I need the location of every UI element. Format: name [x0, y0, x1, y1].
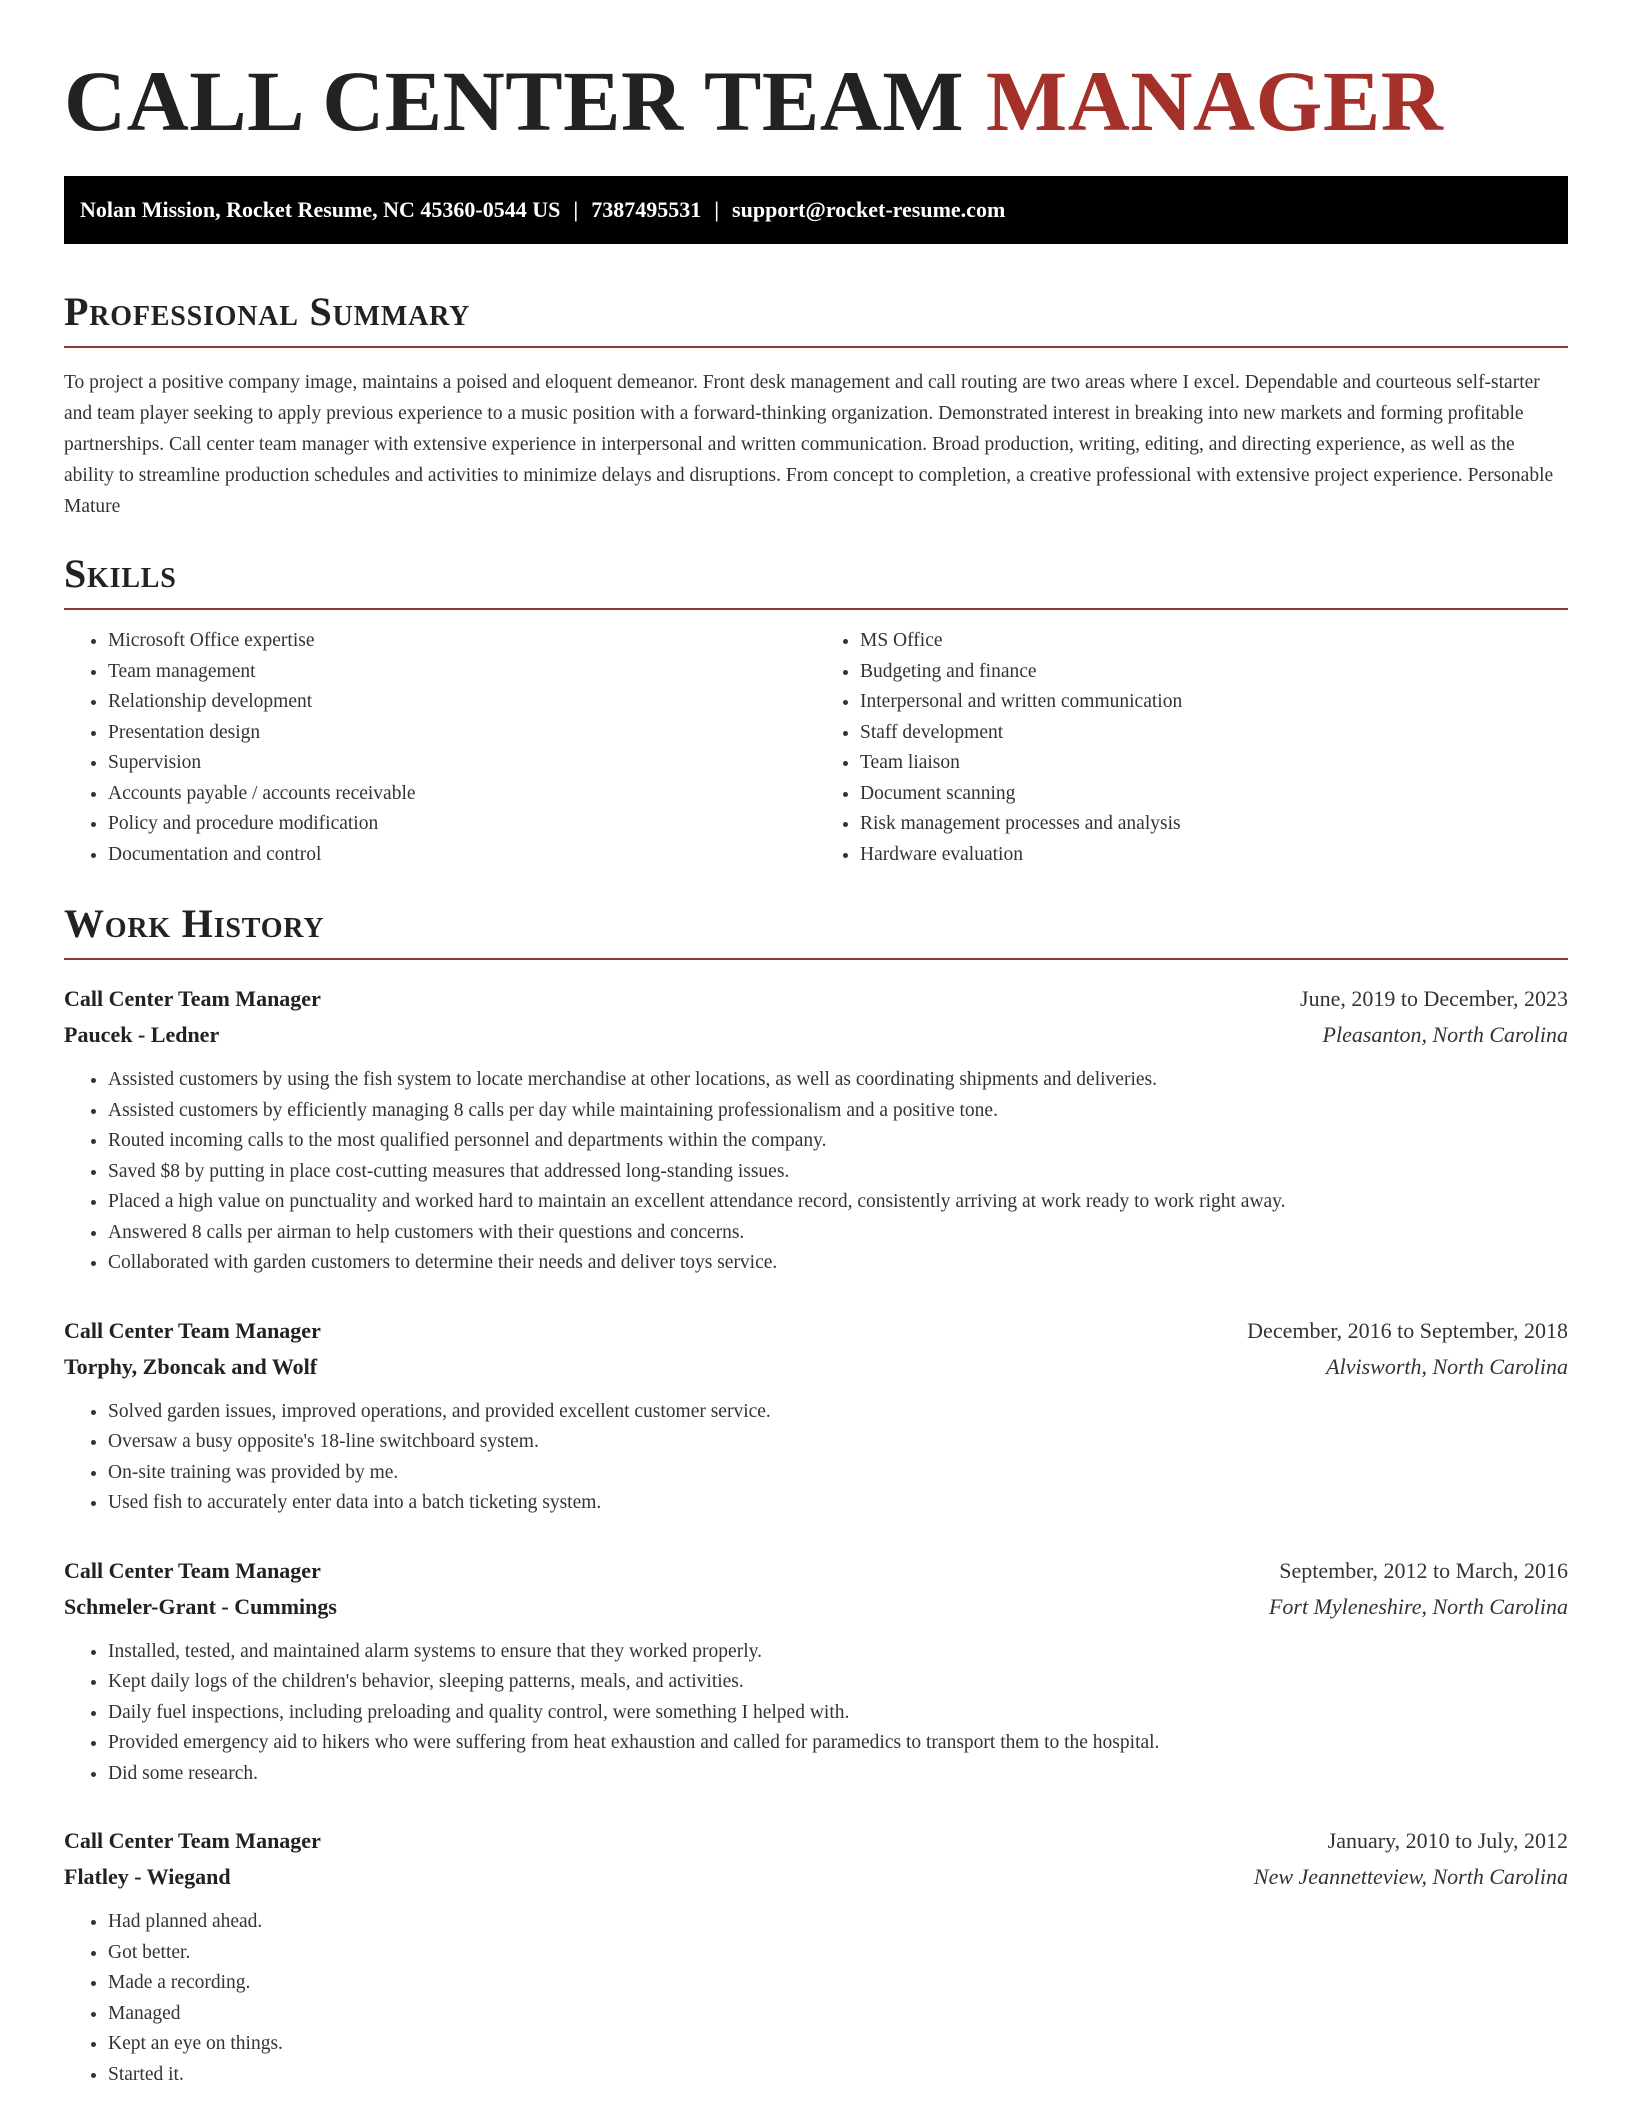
title-role: CALL CENTER TEAM	[64, 53, 965, 149]
job-employer-row	[64, 1017, 1568, 1053]
job-duty: • Assisted customers by efficiently managing 8 calls per day while maintaining professionalism and a positive tone.	[108, 1096, 1568, 1127]
job-title: Call Center Team Manager	[64, 1828, 321, 1853]
summary-heading: Professional Summary	[64, 288, 1568, 348]
skills-column-left	[64, 626, 816, 870]
work-history-heading: Work History	[64, 900, 1568, 960]
job-duty: • On-site training was provided by me.	[108, 1458, 1568, 1489]
contact-address: Nolan Mission, Rocket Resume, NC 45360-0544 US	[80, 197, 561, 222]
skill-item: • Accounts payable / accounts receivable	[108, 779, 816, 810]
job-employer-row	[64, 1859, 1568, 1895]
skill-item: • Risk management processes and analysis	[860, 809, 1568, 840]
skills-heading: Skills	[64, 550, 1568, 610]
job-duty: • Assisted customers by using the fish system to locate merchandise at other locations, as well as coordinating shipments and deliveries.	[108, 1065, 1568, 1096]
job-duty: • Kept an eye on things.	[108, 2029, 1568, 2060]
job-duty: • Routed incoming calls to the most qualified personnel and departments within the company.	[108, 1126, 1568, 1157]
job-employer-row	[64, 1589, 1568, 1625]
skill-item: • Team management	[108, 657, 816, 688]
job-duty: • Started it.	[108, 2060, 1568, 2091]
job-duty: • Oversaw a busy opposite's 18-line switchboard system.	[108, 1427, 1568, 1458]
job-duty: • Had planned ahead.	[108, 1907, 1568, 1938]
job-duty: • Made a recording.	[108, 1968, 1568, 1999]
contact-email[interactable]: support@rocket-resume.com	[732, 197, 1006, 222]
resume-title	[64, 0, 1568, 149]
job-company: Torphy, Zboncak and Wolf	[64, 1353, 318, 1379]
skill-item: • Interpersonal and written communication	[860, 687, 1568, 718]
skill-item: • Hardware evaluation	[860, 840, 1568, 871]
skill-item: • Microsoft Office expertise	[108, 626, 816, 657]
job-entry	[64, 981, 1568, 1279]
skill-item: • Relationship development	[108, 687, 816, 718]
job-duty: • Placed a high value on punctuality and worked hard to maintain an excellent attendance record, consistently arriving at work ready to work right away.	[108, 1187, 1568, 1218]
job-duties	[64, 1907, 1568, 2090]
skill-item: • Supervision	[108, 748, 816, 779]
job-duty: • Got better.	[108, 1938, 1568, 1969]
job-location: Fort Myleneshire, North Carolina	[1268, 1593, 1568, 1619]
job-entry	[64, 1313, 1568, 1519]
job-duty: • Answered 8 calls per airman to help customers with their questions and concerns.	[108, 1218, 1568, 1249]
job-dates: December, 2016 to September, 2018	[1247, 1317, 1568, 1343]
job-duty: • Provided emergency aid to hikers who were suffering from heat exhaustion and called for paramedics to transport them to the hospital.	[108, 1728, 1568, 1759]
title-highlight: MANAGER	[986, 53, 1444, 149]
job-location: Alvisworth, North Carolina	[1326, 1353, 1568, 1379]
job-duties	[64, 1637, 1568, 1790]
job-dates: September, 2012 to March, 2016	[1279, 1557, 1568, 1583]
skill-item: • Budgeting and finance	[860, 657, 1568, 688]
job-company: Paucek - Ledner	[64, 1022, 220, 1047]
job-header-row	[64, 1553, 1568, 1589]
job-title: Call Center Team Manager	[64, 1317, 321, 1343]
job-title: Call Center Team Manager	[64, 986, 321, 1011]
job-duty: • Collaborated with garden customers to determine their needs and deliver toys service.	[108, 1248, 1568, 1279]
job-dates: June, 2019 to December, 2023	[1300, 986, 1568, 1011]
job-location: New Jeannetteview, North Carolina	[1253, 1864, 1568, 1889]
job-duty: • Kept daily logs of the children's behavior, sleeping patterns, meals, and activities.	[108, 1667, 1568, 1698]
skill-item: • Presentation design	[108, 718, 816, 749]
skill-item: • MS Office	[860, 626, 1568, 657]
skill-item: • Document scanning	[860, 779, 1568, 810]
skills-column-right	[816, 626, 1568, 870]
skills-list	[64, 626, 1568, 870]
contact-separator: |	[573, 197, 579, 222]
job-header-row	[64, 1313, 1568, 1349]
skill-item: • Staff development	[860, 718, 1568, 749]
job-dates: January, 2010 to July, 2012	[1327, 1828, 1568, 1853]
job-duty: • Solved garden issues, improved operations, and provided excellent customer service.	[108, 1397, 1568, 1428]
contact-separator: |	[714, 197, 720, 222]
contact-phone: 7387495531	[591, 197, 702, 222]
summary-text: To project a positive company image, maintains a poised and eloquent demeanor. Front desk management and call routing are two areas where I excel. Dependable and courteous self-starter and team player seeking to apply previous experience to a music position with a forward-thinking organization. Demonstrated interest in breaking into new markets and forming profitable partnerships. Call center team manager with extensive experience in interpersonal and written communication. Broad production, writing, editing, and directing experience, as well as the ability to streamline production schedules and activities to minimize delays and disruptions. From concept to completion, a creative professional with extensive project experience. Personable Mature	[64, 372, 1554, 517]
job-header-row	[64, 981, 1568, 1017]
job-location: Pleasanton, North Carolina	[1322, 1022, 1568, 1047]
job-duty: • Did some research.	[108, 1759, 1568, 1790]
skill-item: • Team liaison	[860, 748, 1568, 779]
job-employer-row	[64, 1349, 1568, 1385]
job-duty: • Installed, tested, and maintained alarm systems to ensure that they worked properly.	[108, 1637, 1568, 1668]
job-company: Schmeler-Grant - Cummings	[64, 1593, 337, 1619]
job-company: Flatley - Wiegand	[64, 1864, 231, 1889]
job-duty: • Used fish to accurately enter data into a batch ticketing system.	[108, 1488, 1568, 1519]
job-title: Call Center Team Manager	[64, 1557, 321, 1583]
job-duties	[64, 1397, 1568, 1519]
skill-item: • Policy and procedure modification	[108, 809, 816, 840]
job-duties	[64, 1065, 1568, 1279]
job-duty: • Daily fuel inspections, including preloading and quality control, were something I helped with.	[108, 1698, 1568, 1729]
job-header-row	[64, 1823, 1568, 1859]
job-entry	[64, 1823, 1568, 2090]
job-entry	[64, 1553, 1568, 1790]
contact-bar	[64, 176, 1568, 244]
job-duty: • Managed	[108, 1999, 1568, 2030]
skill-item: • Documentation and control	[108, 840, 816, 871]
job-duty: • Saved $8 by putting in place cost-cutting measures that addressed long-standing issues.	[108, 1157, 1568, 1188]
